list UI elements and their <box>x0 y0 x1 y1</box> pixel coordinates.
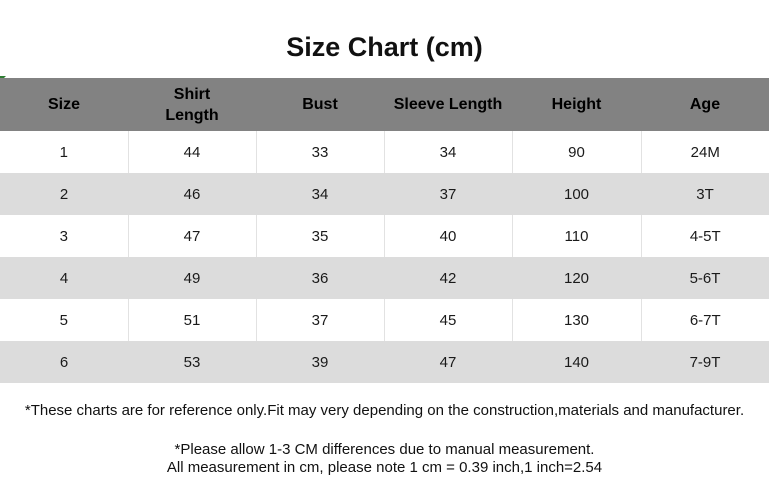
reference-note: *These charts are for reference only.Fit may very depending on the construction,materials and manufacturer. <box>24 402 745 419</box>
table-cell: 6-7T <box>641 299 769 341</box>
header-shirt-length: Shirt Length <box>165 85 219 124</box>
header-size: Size <box>47 96 80 113</box>
table-cell: 140 <box>563 353 590 371</box>
table-cell: 4 <box>59 269 69 287</box>
table-cell: 47 <box>128 215 256 257</box>
table-row <box>0 257 769 299</box>
table-cell: 49 <box>183 269 201 287</box>
table-cell: 3T <box>696 185 714 203</box>
table-cell: 100 <box>563 185 590 203</box>
table-cell: 90 <box>512 131 641 173</box>
header-sleeve-length: Sleeve Length <box>393 96 503 113</box>
header-bust: Bust <box>302 96 338 113</box>
table-cell: 110 <box>512 215 641 257</box>
table-row <box>0 299 769 341</box>
table-cell: 5 <box>59 311 68 329</box>
table-cell: 6 <box>59 353 69 371</box>
table-cell: 36 <box>311 269 329 287</box>
conversion-note: All measurement in cm, please note 1 cm = 0.39 inch,1 inch=2.54 <box>166 459 603 476</box>
header-age: Age <box>689 96 721 113</box>
size-table <box>0 78 769 383</box>
table-cell: 53 <box>183 353 201 371</box>
table-row <box>0 341 769 383</box>
table-cell: 46 <box>183 185 201 203</box>
table-cell: 7-9T <box>689 353 721 371</box>
table-cell: 45 <box>384 299 512 341</box>
table-cell: 40 <box>384 215 512 257</box>
table-cell: 5-6T <box>689 269 721 287</box>
table-cell: 2 <box>59 185 69 203</box>
table-cell: 24M <box>641 131 769 173</box>
allowance-note: *Please allow 1-3 CM differences due to manual measurement. <box>174 441 595 458</box>
chart-title: Size Chart (cm) <box>286 32 483 62</box>
table-cell: 33 <box>256 131 384 173</box>
table-cell: 47 <box>439 353 457 371</box>
table-cell: 44 <box>128 131 256 173</box>
table-cell: 39 <box>311 353 329 371</box>
table-cell: 120 <box>563 269 590 287</box>
table-cell: 42 <box>439 269 457 287</box>
table-cell: 34 <box>311 185 329 203</box>
table-cell: 51 <box>128 299 256 341</box>
table-cell: 34 <box>384 131 512 173</box>
table-row <box>0 215 769 257</box>
table-row <box>0 173 769 215</box>
table-row <box>0 131 769 173</box>
table-cell: 35 <box>256 215 384 257</box>
table-cell: 4-5T <box>641 215 769 257</box>
header-height: Height <box>551 96 602 113</box>
table-cell: 3 <box>59 227 68 245</box>
table-cell: 37 <box>256 299 384 341</box>
table-cell: 130 <box>512 299 641 341</box>
table-cell: 37 <box>439 185 457 203</box>
table-cell: 1 <box>59 143 68 161</box>
table-header-row <box>0 78 769 131</box>
